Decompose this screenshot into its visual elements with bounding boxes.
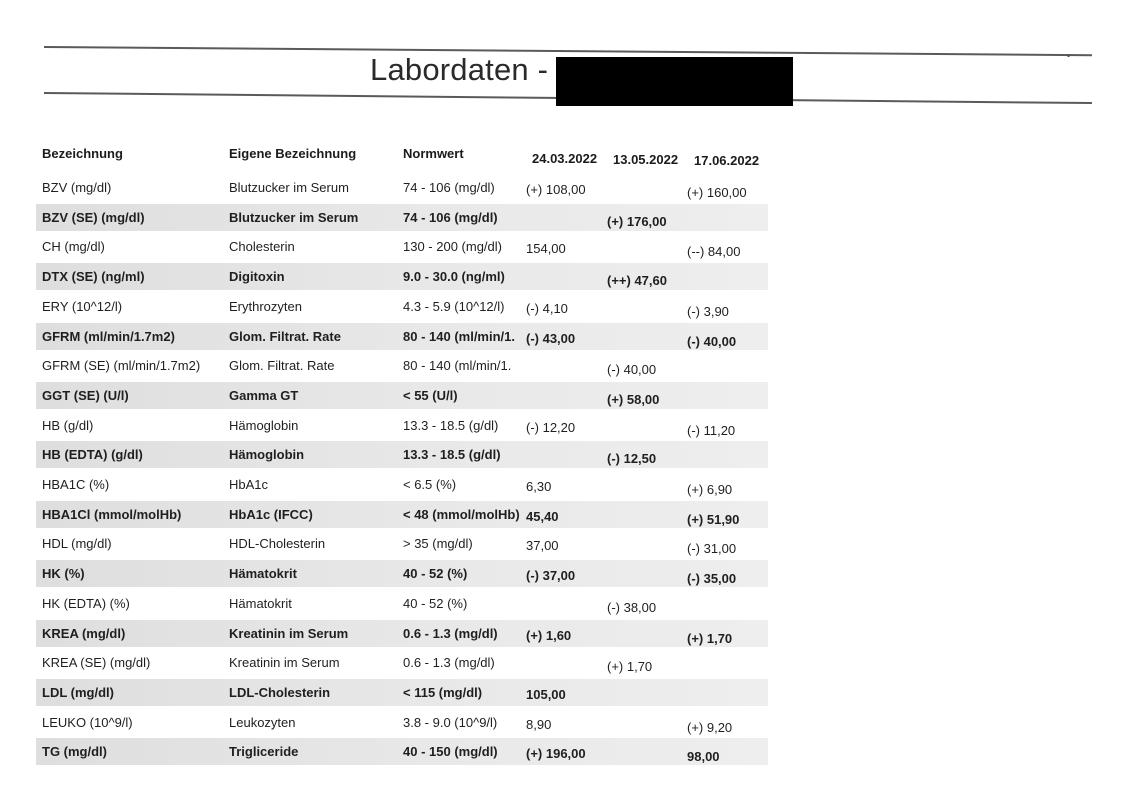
scan-speck xyxy=(1067,54,1070,57)
table-row xyxy=(36,263,768,290)
lab-name: Hämatokrit xyxy=(229,566,297,581)
result-13-05-2022: (-) 38,00 xyxy=(607,600,657,615)
lab-code: KREA (mg/dl) xyxy=(42,626,126,641)
document-title: Labordaten - xyxy=(370,52,549,87)
result-17-06-2022: (-) 40,00 xyxy=(687,334,737,349)
lab-code: BZV (mg/dl) xyxy=(42,180,112,195)
lab-name: Erythrozyten xyxy=(229,299,302,314)
lab-name: Hämoglobin xyxy=(229,447,305,462)
norm-value: 0.6 - 1.3 (mg/dl) xyxy=(403,655,495,670)
lab-code: GFRM (ml/min/1.7m2) xyxy=(42,329,175,344)
norm-value: 9.0 - 30.0 (ng/ml) xyxy=(403,269,505,284)
table-row xyxy=(36,352,768,379)
lab-name: Kreatinin im Serum xyxy=(229,655,340,670)
table-row xyxy=(36,738,768,765)
lab-code: HB (EDTA) (g/dl) xyxy=(42,447,143,462)
table-row xyxy=(36,709,768,736)
result-24-03-2022: (+) 196,00 xyxy=(526,746,586,761)
norm-value: 13.3 - 18.5 (g/dl) xyxy=(403,418,499,433)
redaction-box xyxy=(556,57,793,106)
top-rule xyxy=(44,46,1092,56)
lab-name: Glom. Filtrat. Rate xyxy=(229,329,341,344)
norm-value: 40 - 150 (mg/dl) xyxy=(403,744,498,759)
lab-code: HK (EDTA) (%) xyxy=(42,596,130,611)
norm-value: > 35 (mg/dl) xyxy=(403,536,473,551)
table-row xyxy=(36,293,768,320)
result-13-05-2022: (+) 58,00 xyxy=(607,392,660,407)
result-17-06-2022: 98,00 xyxy=(687,749,720,764)
result-24-03-2022: (+) 1,60 xyxy=(526,628,572,643)
lab-name: Blutzucker im Serum xyxy=(229,180,349,195)
result-24-03-2022: (-) 37,00 xyxy=(526,568,576,583)
lab-name: HbA1c (IFCC) xyxy=(229,507,313,522)
table-row xyxy=(36,501,768,528)
lab-code: HBA1C (%) xyxy=(42,477,110,492)
norm-value: < 48 (mmol/molHb) xyxy=(403,507,520,522)
result-17-06-2022: (+) 9,20 xyxy=(687,720,733,735)
result-24-03-2022: (-) 12,20 xyxy=(526,420,576,435)
lab-code: CH (mg/dl) xyxy=(42,239,105,254)
norm-value: < 115 (mg/dl) xyxy=(403,685,483,700)
norm-value: 80 - 140 (ml/min/1. xyxy=(403,358,512,373)
result-17-06-2022: (-) 3,90 xyxy=(687,304,729,319)
result-24-03-2022: 8,90 xyxy=(526,717,552,732)
result-17-06-2022: (+) 51,90 xyxy=(687,512,740,527)
table-row xyxy=(36,382,768,409)
lab-name: Trigliceride xyxy=(229,744,299,759)
result-17-06-2022: (+) 160,00 xyxy=(687,185,747,200)
result-13-05-2022: (-) 40,00 xyxy=(607,362,657,377)
lab-code: HK (%) xyxy=(42,566,85,581)
lab-name: HbA1c xyxy=(229,477,269,492)
norm-value: 80 - 140 (ml/min/1. xyxy=(403,329,515,344)
lab-code: HB (g/dl) xyxy=(42,418,94,433)
result-24-03-2022: 45,40 xyxy=(526,509,559,524)
lab-name: Digitoxin xyxy=(229,269,285,284)
lab-code: BZV (SE) (mg/dl) xyxy=(42,210,145,225)
table-row xyxy=(36,530,768,557)
lab-code: GFRM (SE) (ml/min/1.7m2) xyxy=(42,358,201,373)
lab-name: Cholesterin xyxy=(229,239,295,254)
lab-code: TG (mg/dl) xyxy=(42,744,107,759)
lab-name: LDL-Cholesterin xyxy=(229,685,331,700)
header-normwert: Normwert xyxy=(403,146,464,161)
result-24-03-2022: 154,00 xyxy=(526,241,566,256)
lab-code: LEUKO (10^9/l) xyxy=(42,715,133,730)
lab-name: Glom. Filtrat. Rate xyxy=(229,358,335,373)
result-17-06-2022: (-) 11,20 xyxy=(687,423,736,438)
table-row xyxy=(36,679,768,706)
header-date-3: 17.06.2022 xyxy=(694,153,760,168)
result-17-06-2022: (+) 6,90 xyxy=(687,482,733,497)
table-row xyxy=(36,204,768,231)
norm-value: 0.6 - 1.3 (mg/dl) xyxy=(403,626,498,641)
table-row xyxy=(36,441,768,468)
lab-name: HDL-Cholesterin xyxy=(229,536,326,551)
result-24-03-2022: 37,00 xyxy=(526,538,559,553)
table-row xyxy=(36,412,768,439)
header-eigene-bezeichnung: Eigene Bezeichnung xyxy=(229,146,357,161)
lab-name: Kreatinin im Serum xyxy=(229,626,349,641)
table-row xyxy=(36,233,768,260)
lab-name: Leukozyten xyxy=(229,715,296,730)
norm-value: 40 - 52 (%) xyxy=(403,596,468,611)
lab-name: Hämoglobin xyxy=(229,418,299,433)
lab-name: Gamma GT xyxy=(229,388,299,403)
table-row xyxy=(36,471,768,498)
result-13-05-2022: (+) 176,00 xyxy=(607,214,667,229)
lab-name: Blutzucker im Serum xyxy=(229,210,359,225)
lab-name: Hämatokrit xyxy=(229,596,292,611)
result-24-03-2022: (-) 43,00 xyxy=(526,331,576,346)
header-date-2: 13.05.2022 xyxy=(613,152,679,167)
lab-code: ERY (10^12/l) xyxy=(42,299,123,314)
table-row xyxy=(36,174,768,201)
norm-value: 13.3 - 18.5 (g/dl) xyxy=(403,447,501,462)
lab-code: KREA (SE) (mg/dl) xyxy=(42,655,151,670)
result-13-05-2022: (+) 1,70 xyxy=(607,659,653,674)
header-date-1: 24.03.2022 xyxy=(532,151,598,166)
norm-value: 74 - 106 (mg/dl) xyxy=(403,210,498,225)
result-17-06-2022: (+) 1,70 xyxy=(687,631,733,646)
result-17-06-2022: (-) 35,00 xyxy=(687,571,737,586)
norm-value: 74 - 106 (mg/dl) xyxy=(403,180,495,195)
lab-code: DTX (SE) (ng/ml) xyxy=(42,269,145,284)
table-row xyxy=(36,590,768,617)
result-24-03-2022: (-) 4,10 xyxy=(526,301,568,316)
table-row xyxy=(36,560,768,587)
norm-value: 40 - 52 (%) xyxy=(403,566,468,581)
lab-code: GGT (SE) (U/l) xyxy=(42,388,129,403)
result-17-06-2022: (--) 84,00 xyxy=(687,244,741,259)
norm-value: 4.3 - 5.9 (10^12/l) xyxy=(403,299,505,314)
norm-value: 130 - 200 (mg/dl) xyxy=(403,239,502,254)
table-row xyxy=(36,620,768,647)
result-24-03-2022: (+) 108,00 xyxy=(526,182,586,197)
header-bezeichnung: Bezeichnung xyxy=(42,146,123,161)
result-17-06-2022: (-) 31,00 xyxy=(687,541,737,556)
table-row xyxy=(36,649,768,676)
norm-value: 3.8 - 9.0 (10^9/l) xyxy=(403,715,498,730)
lab-code: HBA1Cl (mmol/molHb) xyxy=(42,507,182,522)
result-13-05-2022: (-) 12,50 xyxy=(607,451,657,466)
norm-value: < 55 (U/l) xyxy=(403,388,458,403)
norm-value: < 6.5 (%) xyxy=(403,477,457,492)
lab-code: LDL (mg/dl) xyxy=(42,685,114,700)
result-13-05-2022: (++) 47,60 xyxy=(607,273,667,288)
table-row xyxy=(36,323,768,350)
result-24-03-2022: 105,00 xyxy=(526,687,566,702)
result-24-03-2022: 6,30 xyxy=(526,479,552,494)
lab-code: HDL (mg/dl) xyxy=(42,536,112,551)
